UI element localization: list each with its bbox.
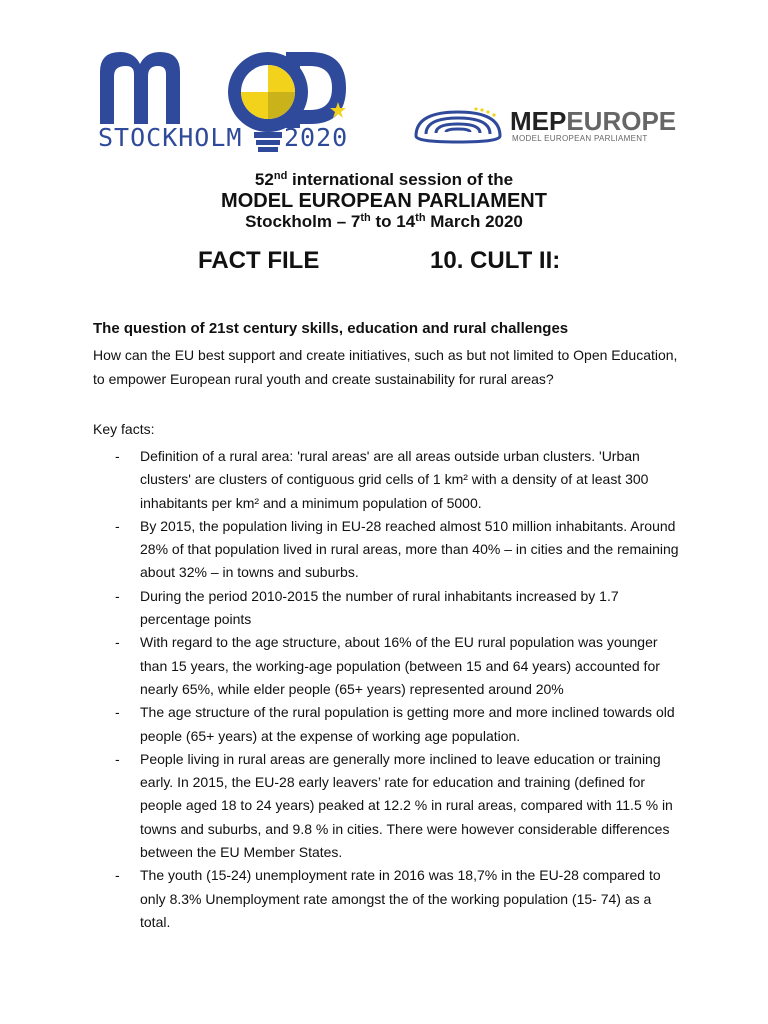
session-text: international session of the [287,170,514,189]
bullet-dash: - [115,587,120,604]
dates-part-a: Stockholm – 7 [245,212,361,231]
key-facts-heading: Key facts: [93,421,155,437]
mep-logo-year: 2020 [284,123,349,152]
list-item-text: With regard to the age structure, about 16% of the EU rural population was younger than 15 years, the working-age population (between 15 and 64 years) accounted for nearly 65%, while elder people (65+ years) represented around 20% [140,634,660,697]
parliament-title: MODEL EUROPEAN PARLIAMENT [221,190,547,212]
session-number: 52 [254,170,274,189]
bullet-dash: - [115,704,120,721]
mep-stockholm-logo [96,38,356,158]
bullet-dash: - [115,448,120,464]
mep-europe-wordmark [510,108,676,134]
list-item [93,748,683,864]
list-item-text: The youth (15-24) unemployment rate in 2016 was 18,7% in the EU-28 compared to only 8.3% Unemployment rate amongst the of the working population (15- 74) as a total. [140,867,661,930]
bullet-dash: - [115,517,120,534]
list-item [93,585,683,632]
dates-ordinal-1: th [360,212,371,224]
key-facts-list [93,445,683,934]
list-item-text: The age structure of the rural population is getting more and more inclined towards old people (65+ years) at the expense of working age population. [140,704,675,744]
topic-title: The question of 21st century skills, education and rural challenges [93,320,569,337]
list-item-text: Definition of a rural area: 'rural areas' are all areas outside urban clusters. 'Urban clusters' are clusters of contiguous grid cells of 1 km² with a density of at least 300 inhabitants per km² and a minimum population of 5000. [140,448,649,511]
mep-europe-subtitle: MODEL EUROPEAN PARLIAMENT [512,134,648,143]
mep-europe-logo [412,104,682,148]
list-item-text: By 2015, the population living in EU-28 reached almost 510 million inhabitants. Around 28% of that population lived in rural areas, more than 40% – in cities and the remaining about 32% – in towns and suburbs. [140,517,679,581]
mep-europe-word-mep: MEP [510,106,567,136]
bullet-dash: - [115,634,120,651]
topic-question: How can the EU best support and create initiatives, such as but not limited to Open Education, to empower European rural youth and create sustainability for rural areas? [93,347,678,387]
session-ordinal: nd [273,170,288,182]
parliament-hemicycle-icon [412,106,504,146]
dates-part-c: March 2020 [425,212,523,231]
list-item [93,515,683,585]
list-item-text: During the period 2010-2015 the number of rural inhabitants increased by 1.7 percentage points [140,587,619,628]
list-item [93,864,683,934]
fact-file-heading: FACT FILE [198,247,320,274]
list-item [93,631,683,701]
list-item [93,701,683,748]
mep-logo-city: STOCKHOLM [98,123,243,152]
session-line [0,170,768,190]
star-icon [330,102,346,118]
dates-part-b: to 14 [370,212,416,231]
bullet-dash: - [115,867,120,884]
committee-heading: 10. CULT II: [430,247,561,274]
session-dates [0,212,768,232]
list-item-text: People living in rural areas are generally more inclined to leave education or training early. In 2015, the EU-28 early leavers’ rate for education and training (defined for people aged 18 to 24 years) peaked at 12.2 % in rural areas, compared with 11.5 % in towns and suburbs, and 9.8 % in cities. There were however considerable differences between the EU Member States. [140,750,673,861]
dates-ordinal-2: th [415,212,426,224]
list-item [93,445,683,515]
mep-europe-word-europe: EUROPE [566,106,677,136]
bullet-dash: - [115,750,120,767]
